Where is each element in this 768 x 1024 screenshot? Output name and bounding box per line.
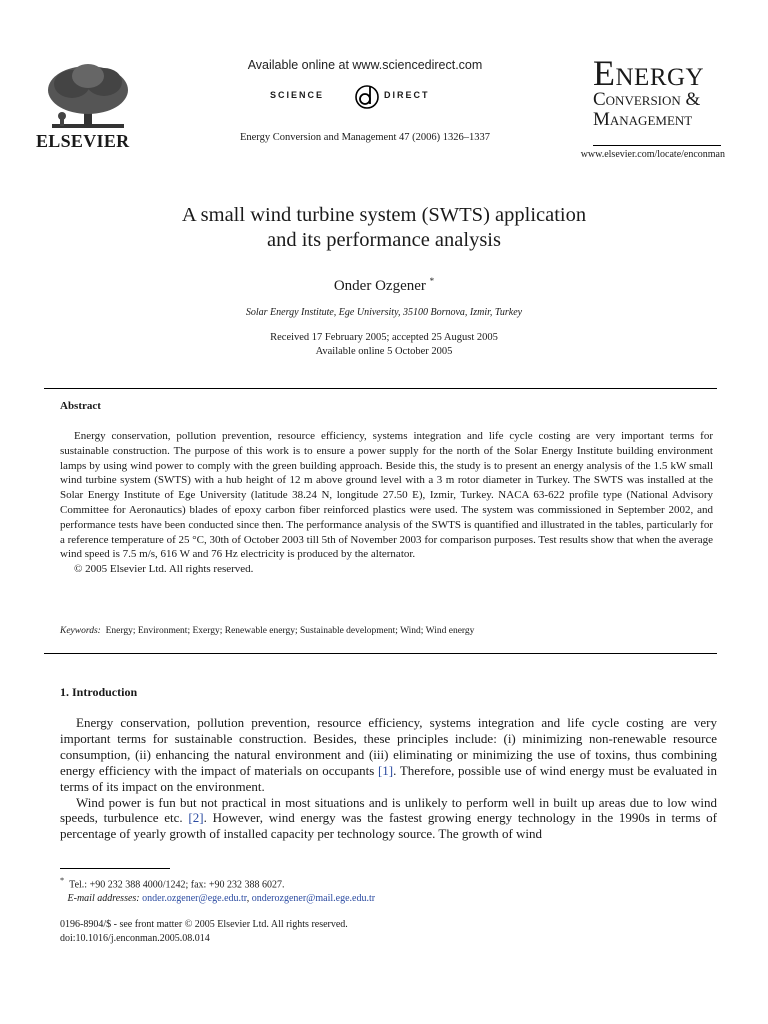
footnote-tel: Tel.: +90 232 388 4000/1242; fax: +90 232 388 6027. — [69, 879, 285, 891]
abstract-copyright: © 2005 Elsevier Ltd. All rights reserved. — [74, 563, 254, 576]
footnote-rule — [60, 868, 170, 869]
author-footnote — [60, 874, 660, 906]
keywords-text: Energy; Environment; Exergy; Renewable energy; Sustainable development; Wind; Wind energy — [105, 626, 475, 636]
section-heading-introduction: 1. Introduction — [60, 685, 138, 699]
abstract-body — [60, 429, 713, 577]
journal-url-link[interactable]: www.elsevier.com/locate/enconman — [580, 149, 725, 160]
introduction-paragraph-2 — [60, 795, 717, 843]
footnote-contact — [60, 874, 660, 892]
author-affiliation: Solar Energy Institute, Ege University, 35100 Bornova, Izmir, Turkey — [245, 307, 523, 318]
email-separator: , — [246, 893, 252, 905]
journal-title-line1: Energy — [593, 53, 705, 93]
footnote-emails — [60, 892, 660, 906]
journal-title-block — [593, 53, 723, 130]
keywords-line — [60, 626, 720, 636]
abstract-bottom-rule — [44, 653, 717, 654]
available-online-text: Available online at www.sciencedirect.com — [247, 58, 483, 72]
author-name[interactable]: Onder Ozgener — [333, 278, 426, 294]
abstract-heading: Abstract — [60, 400, 101, 412]
introduction-paragraph-1 — [60, 715, 717, 795]
citation-link-1[interactable]: [1] — [377, 762, 394, 778]
email-label: E-mail addresses: — [67, 893, 140, 905]
sciencedirect-left-text: SCIENCE — [270, 90, 325, 100]
intro-p1-text-a: Energy conservation, pollution prevention, resource efficiency, systems integration and life cycle costing are very important terms for sustainable construction. Besides, these principles include: (i) minimizing non-renewable resource consumption, (ii) enhancing the natural environment and (iii) eliminating or minimizing the use of toxins, thus combining energy efficiency with the impact of materials on occupants — [60, 715, 717, 778]
intro-p2-text-b: . However, wind energy was the fastest growing energy technology in the 1990s in terms of percentage of yearly growth of installed capacity per technology source. The growth of wind — [60, 810, 717, 842]
sciencedirect-logo — [270, 82, 470, 110]
footnote-mark: * — [60, 876, 65, 885]
author-footnote-mark[interactable]: * — [429, 276, 435, 286]
intro-p1-text-b: . Therefore, possible use of wind energy must be evaluated in terms of its impact on the environment. — [60, 762, 717, 794]
keywords-label: Keywords: — [60, 626, 101, 636]
issn-doi-block — [60, 918, 660, 946]
article-title — [80, 203, 688, 253]
journal-title-line2: Conversion & — [593, 89, 701, 110]
sciencedirect-right-text: DIRECT — [384, 90, 430, 100]
available-date: Available online 5 October 2005 — [315, 346, 453, 357]
received-date: Received 17 February 2005; accepted 25 August 2005 — [270, 332, 498, 343]
email-link-1[interactable]: onder.ozgener@ege.edu.tr — [142, 893, 247, 905]
citation-link-2[interactable]: [2] — [188, 810, 204, 826]
abstract-text: Energy conservation, pollution prevention, resource efficiency, systems integration and life cycle costing are very important terms for sustainable construction. The purpose of this work is to ensure a power supply for the north of the Solar Energy Institute building environment lamps by using wind power to comply with the green building approach. Beside this, the study is to present an energy analysis of the 1.5 kW small wind turbine system (SWTS) with a hub height of 12 m above ground level with a 3 m rotor diameter in Turkey. The SWTS was installed at the Solar Energy Institute of Ege University (latitude 38.24 N, longitude 27.50 E), Izmir, Turkey. NACA 63-622 profile type (National Advisory Committee for Aeronautics) blades of epoxy carbon fiber reinforced plastics were used. The system was commissioned in September 2002, and performance tests have been conducted since then. The performance analysis of the SWTS is quantified and illustrated in the tables, particularly for a reference temperature of 25 °C, 30th of October 2003 till 5th of November 2003 for comparison purposes. Test results show that when the average wind speed is 7.5 m/s, 616 W and 76 Hz electricity is produced by the alternator. — [60, 430, 713, 561]
author-line — [80, 276, 688, 295]
publisher-name: ELSEVIER — [36, 131, 130, 151]
article-dates — [80, 331, 688, 359]
issn-line: 0196-8904/$ - see front matter © 2005 Elsevier Ltd. All rights reserved. — [60, 919, 348, 930]
doi-line[interactable]: doi:10.1016/j.enconman.2005.08.014 — [60, 933, 210, 944]
sciencedirect-d-icon — [352, 82, 382, 110]
article-title-line1: A small wind turbine system (SWTS) application — [181, 204, 587, 226]
journal-citation: Energy Conversion and Management 47 (2006) 1326–1337 — [239, 132, 490, 143]
email-link-2[interactable]: onderozgener@mail.ege.edu.tr — [251, 893, 376, 905]
journal-title-rule — [593, 145, 721, 146]
journal-title-line3: Management — [593, 109, 693, 130]
introduction-body — [60, 715, 717, 842]
abstract-top-rule — [44, 388, 717, 389]
intro-p2-text-a: Wind power is fun but not practical in most situations and is unlikely to perform well in built up areas due to low wind speeds, turbulence etc. — [60, 794, 717, 826]
article-title-line2: and its performance analysis — [267, 229, 501, 251]
